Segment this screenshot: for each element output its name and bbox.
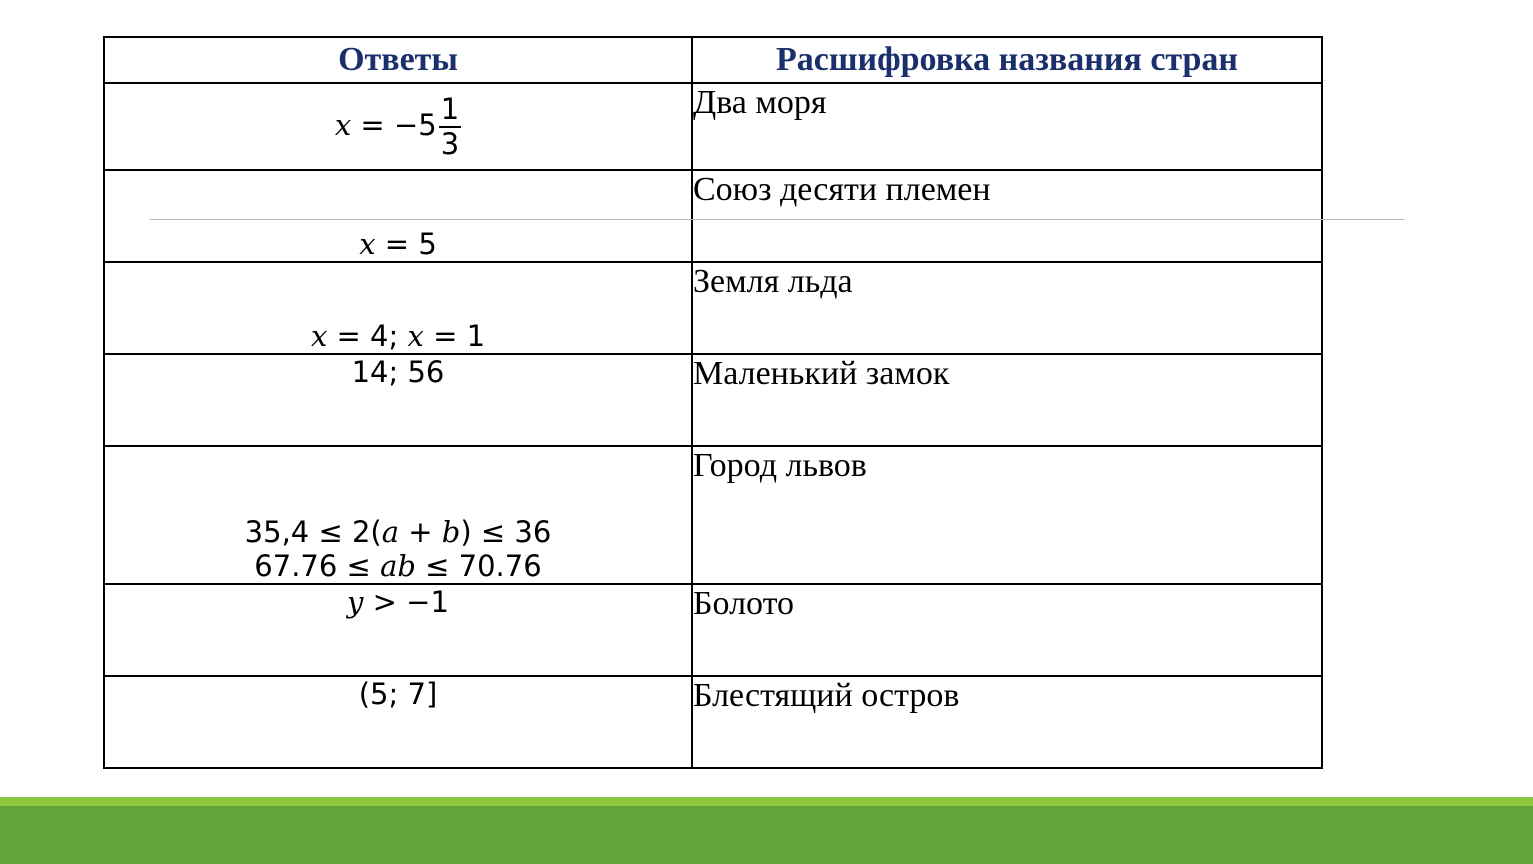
math-variable: ab bbox=[380, 549, 416, 583]
answers-table bbox=[103, 36, 1323, 769]
footer-band-light bbox=[0, 797, 1533, 806]
math-variable: x bbox=[407, 319, 424, 353]
table-header-row bbox=[104, 37, 1322, 83]
fraction-denominator: 3 bbox=[440, 126, 460, 161]
country-cell: Два моря bbox=[692, 83, 1322, 170]
answer-cell bbox=[104, 262, 692, 354]
country-cell: Маленький замок bbox=[692, 354, 1322, 446]
table-row bbox=[104, 676, 1322, 768]
answer-text: = 4; bbox=[327, 319, 408, 353]
table-row bbox=[104, 170, 1322, 262]
math-variable: y bbox=[347, 585, 364, 619]
fraction-numerator: 1 bbox=[440, 91, 460, 126]
math-variable: x bbox=[359, 227, 376, 261]
country-cell: Блестящий остров bbox=[692, 676, 1322, 768]
math-variable: a bbox=[381, 515, 400, 549]
answer-text: = 5 bbox=[375, 227, 437, 261]
country-cell: Болото bbox=[692, 584, 1322, 676]
header-answers: Ответы bbox=[104, 37, 692, 83]
math-variable: x bbox=[310, 319, 328, 353]
answer-text: 14; 56 bbox=[351, 355, 445, 389]
table-row bbox=[104, 262, 1322, 354]
inequality-line-1: 35,4 ≤ 2(a + b) ≤ 36 bbox=[244, 515, 552, 549]
math-variable: b bbox=[441, 515, 461, 549]
table-row bbox=[104, 584, 1322, 676]
header-countries: Расшифровка названия стран bbox=[692, 37, 1322, 83]
inequality-line-2: 67.76 ≤ ab ≤ 70.76 bbox=[254, 549, 542, 583]
table-row bbox=[104, 446, 1322, 584]
divider-line bbox=[150, 219, 1404, 220]
answer-cell bbox=[104, 584, 692, 676]
country-cell: Город львов bbox=[692, 446, 1322, 584]
math-variable: x bbox=[334, 107, 352, 142]
answer-text: (5; 7] bbox=[358, 677, 438, 711]
answer-text: > −1 bbox=[363, 585, 449, 619]
answer-cell bbox=[104, 446, 692, 584]
answer-text: = −5 bbox=[360, 107, 437, 142]
table-row bbox=[104, 354, 1322, 446]
answer-text: = 1 bbox=[423, 319, 486, 353]
footer-band-dark bbox=[0, 806, 1533, 864]
answer-cell bbox=[104, 170, 692, 262]
fraction bbox=[439, 91, 461, 161]
country-cell: Союз десяти племен bbox=[692, 170, 1322, 262]
answer-cell bbox=[104, 354, 692, 446]
answer-cell bbox=[104, 676, 692, 768]
answer-cell bbox=[104, 83, 692, 170]
table-row bbox=[104, 83, 1322, 170]
country-cell: Земля льда bbox=[692, 262, 1322, 354]
